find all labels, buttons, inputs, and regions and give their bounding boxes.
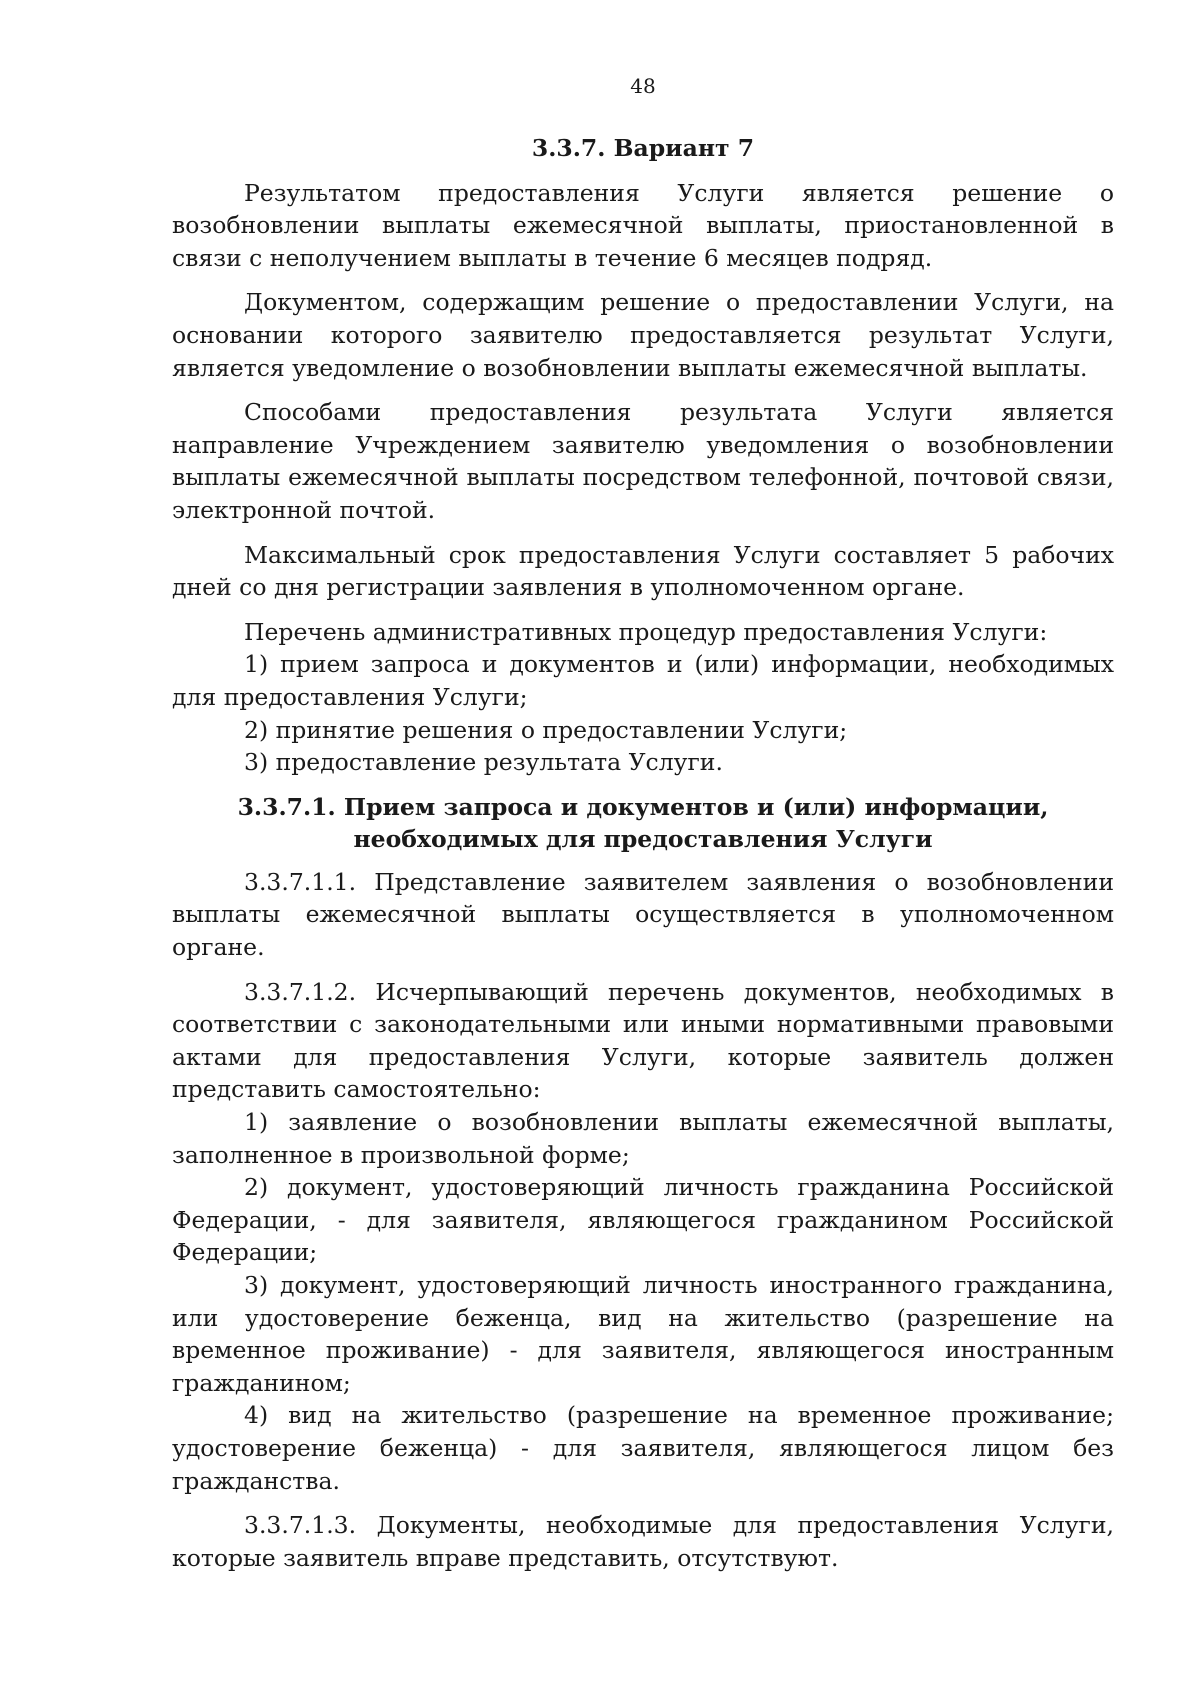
document-body — [172, 132, 1114, 1574]
paragraph: 3.3.7.1.2. Исчерпывающий перечень документов, необходимых в соответствии с законодательными или иными нормативными правовыми актами для предоставления Услуги, которые заявитель должен представить самостоятельно: — [172, 977, 1114, 1104]
list-item: 1) заявление о возобновлении выплаты ежемесячной выплаты, заполненное в произвольной форме; — [172, 1108, 1114, 1169]
subsection-body — [172, 866, 1114, 1574]
list-item: 3) предоставление результата Услуги. — [244, 748, 723, 777]
section-intro — [172, 177, 1114, 779]
subsection-title: 3.3.7.1. Прием запроса и документов и (или) информации, необходимых для предоставления Услуги — [237, 792, 1049, 854]
list-item: 4) вид на жительство (разрешение на временное проживание; удостоверение беженца) - для заявителя, являющегося лицом без гражданства. — [172, 1401, 1114, 1495]
list-item: 2) принятие решения о предоставлении Услуги; — [244, 715, 848, 744]
list-item: 1) прием запроса и документов и (или) информации, необходимых для предоставления Услуги; — [172, 650, 1114, 711]
paragraph: Документом, содержащим решение о предоставлении Услуги, на основании которого заявителю предоставляется результат Услуги, является уведомление о возобновлении выплаты ежемесячной выплаты. — [172, 288, 1114, 382]
paragraph: Перечень административных процедур предоставления Услуги: — [244, 617, 1048, 646]
page-number: 48 — [630, 74, 656, 98]
list-item: 3) документ, удостоверяющий личность иностранного гражданина, или удостоверение беженца, вид на жительство (разрешение на временное проживание) - для заявителя, являющегося иностранным гражданином; — [172, 1271, 1114, 1397]
paragraph: 3.3.7.1.3. Документы, необходимые для предоставления Услуги, которые заявитель вправе представить, отсутствуют. — [172, 1511, 1114, 1572]
paragraph: Максимальный срок предоставления Услуги составляет 5 рабочих дней со дня регистрации заявления в уполномоченном органе. — [172, 540, 1114, 602]
paragraph: Способами предоставления результата Услуги является направление Учреждением заявителю уведомления о возобновлении выплаты ежемесячной выплаты посредством телефонной, почтовой связи, электронной почтой. — [172, 398, 1114, 524]
list-item: 2) документ, удостоверяющий личность гражданина Российской Федерации, - для заявителя, являющегося гражданином Российской Федерации; — [172, 1173, 1114, 1267]
section-title: 3.3.7. Вариант 7 — [531, 134, 755, 162]
paragraph: 3.3.7.1.1. Представление заявителем заявления о возобновлении выплаты ежемесячной выплаты осуществляется в уполномоченном органе. — [172, 867, 1114, 962]
paragraph: Результатом предоставления Услуги является решение о возобновлении выплаты ежемесячной выплаты, приостановленной в связи с неполучением выплаты в течение 6 месяцев подряд. — [172, 178, 1114, 272]
